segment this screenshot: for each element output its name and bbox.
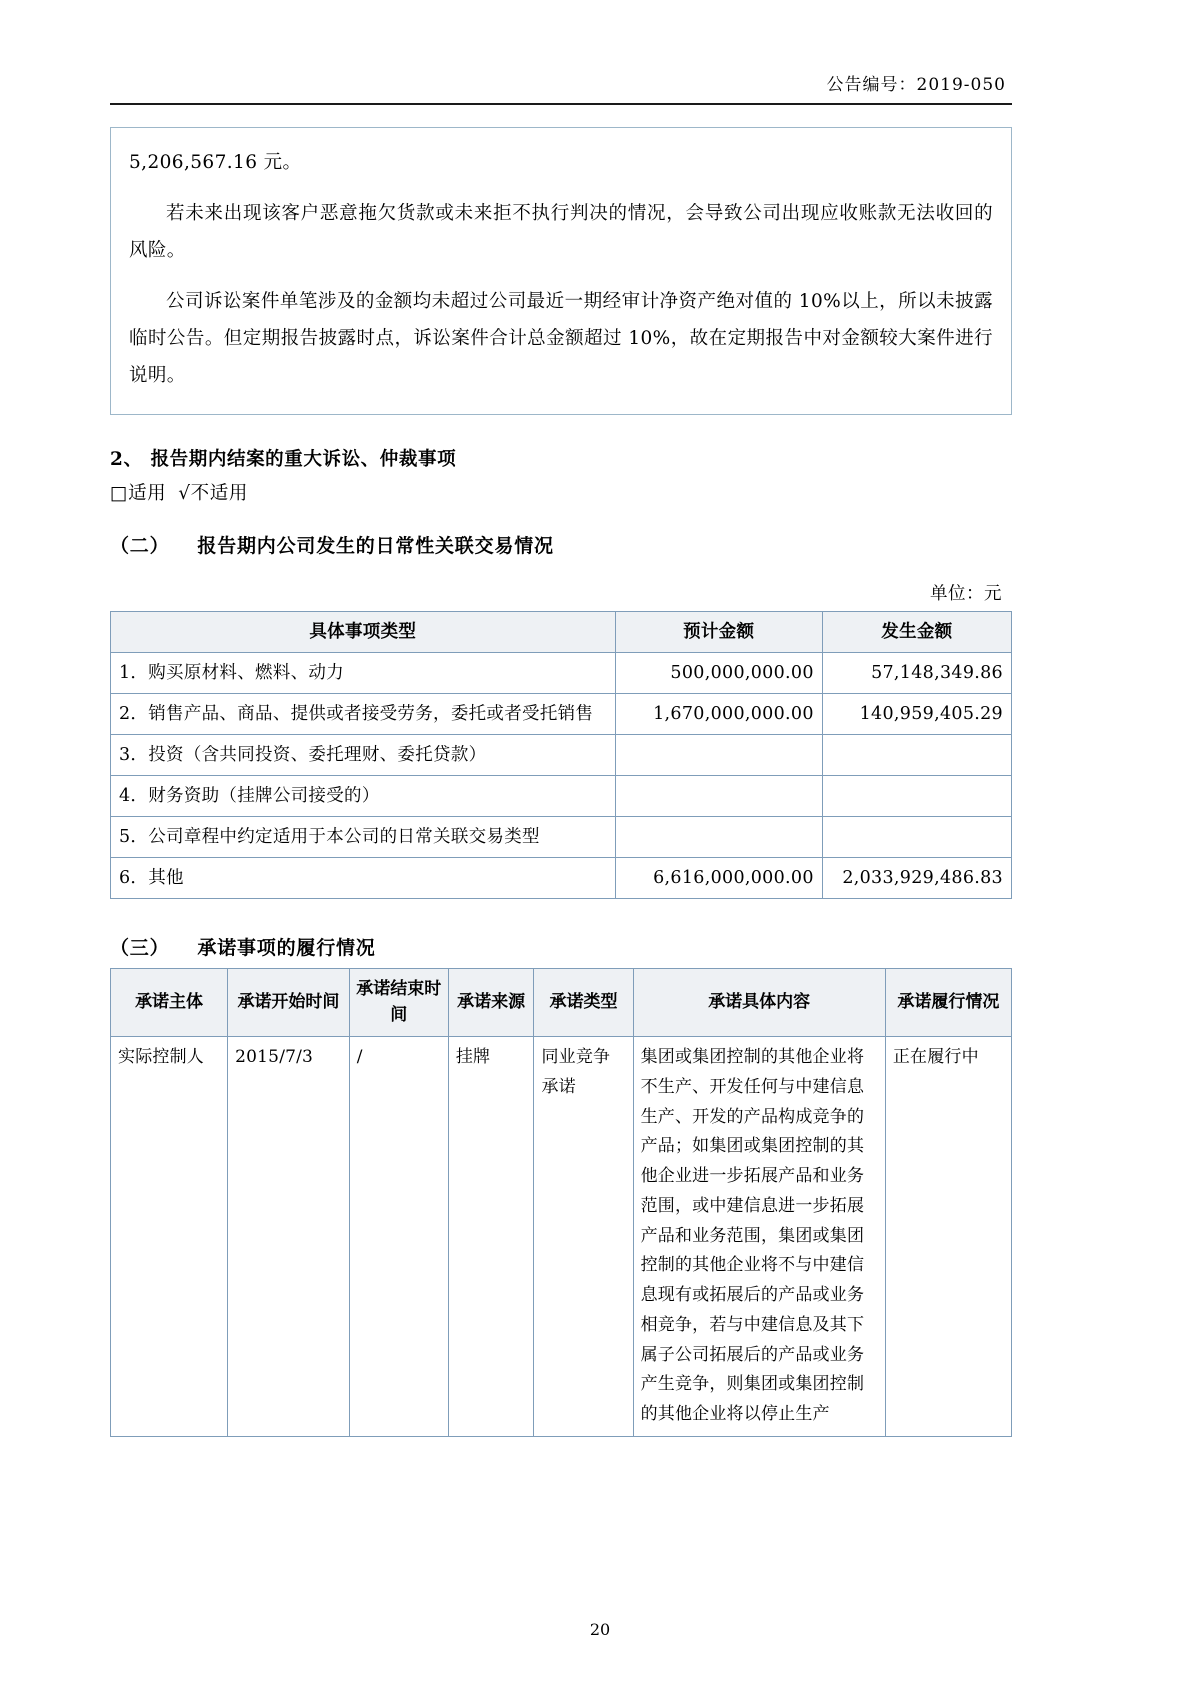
section-2-number: 2、: [110, 449, 143, 470]
announcement-number: 公告编号：2019-050: [826, 75, 1006, 95]
commitment-header-row: [111, 969, 1012, 1037]
table-row: [111, 817, 1012, 858]
quote-box: [110, 127, 1012, 415]
page-number: 20: [589, 1620, 611, 1639]
table-row: [111, 653, 1012, 694]
cell-item: 6．其他: [111, 858, 616, 899]
cell-type: 同业竞争承诺: [534, 1037, 633, 1437]
col-header-start: 承诺开始时间: [228, 969, 350, 1037]
col-header-status: 承诺履行情况: [885, 969, 1011, 1037]
table-row: [111, 735, 1012, 776]
cell-item: 3．投资（含共同投资、委托理财、委托贷款）: [111, 735, 616, 776]
cell-item: 1．购买原材料、燃料、动力: [111, 653, 616, 694]
col-header-actual: 发生金额: [822, 612, 1011, 653]
col-header-source: 承诺来源: [448, 969, 534, 1037]
commitment-row: [111, 1037, 1012, 1437]
section-three-heading: [110, 933, 1010, 960]
cell-item: 4．财务资助（挂牌公司接受的）: [111, 776, 616, 817]
col-header-type: 承诺类型: [534, 969, 633, 1037]
cell-actual: 57,148,349.86: [822, 653, 1011, 694]
cell-source: 挂牌: [448, 1037, 534, 1437]
quote-line-2: 若未来出现该客户恶意拖欠货款或未来拒不执行判决的情况，会导致公司出现应收账款无法收回的风险。: [129, 203, 993, 261]
cell-actual: [822, 776, 1011, 817]
cell-actual: 140,959,405.29: [822, 694, 1011, 735]
cell-start-date: 2015/7/3: [228, 1037, 350, 1437]
section-two-heading: [110, 531, 1010, 558]
quote-line-3: 公司诉讼案件单笔涉及的金额均未超过公司最近一期经审计净资产绝对值的 10%以上，所以未披露临时公告。但定期报告披露时点，诉讼案件合计总金额超过 10%，故在定期报告中对金额较大案件进行说明。: [129, 291, 993, 386]
cell-item: 2．销售产品、商品、提供或者接受劳务，委托或者受托销售: [111, 694, 616, 735]
cell-actual: [822, 817, 1011, 858]
table-row: [111, 694, 1012, 735]
table-header-row: [111, 612, 1012, 653]
unit-label: 单位：元: [930, 584, 1002, 604]
table-row: [111, 776, 1012, 817]
cell-actual: [822, 735, 1011, 776]
commitment-table: [110, 968, 1012, 1437]
cell-end-date: /: [349, 1037, 448, 1437]
option-not-applicable[interactable]: √不适用: [178, 483, 248, 504]
col-header-expected: 预计金额: [615, 612, 822, 653]
page-content: [110, 70, 1010, 1437]
section-two-title: 报告期内公司发生的日常性关联交易情况: [197, 535, 554, 557]
col-header-end: 承诺结束时间: [349, 969, 448, 1037]
section-2-title: 报告期内结案的重大诉讼、仲裁事项: [150, 449, 457, 470]
section-2-heading: [110, 445, 1010, 471]
quote-line-1: 5,206,567.16 元。: [129, 152, 302, 173]
cell-expected: [615, 776, 822, 817]
cell-expected: 500,000,000.00: [615, 653, 822, 694]
header-divider: [110, 103, 1012, 105]
related-party-transactions-table: [110, 611, 1012, 899]
section-two-label: （二）: [110, 535, 170, 557]
table-row: [111, 858, 1012, 899]
option-applicable[interactable]: □适用: [110, 483, 167, 504]
cell-expected: [615, 735, 822, 776]
cell-expected: [615, 817, 822, 858]
cell-item: 5．公司章程中约定适用于本公司的日常关联交易类型: [111, 817, 616, 858]
cell-subject: 实际控制人: [111, 1037, 228, 1437]
section-three-title: 承诺事项的履行情况: [197, 937, 376, 959]
cell-expected: 1,670,000,000.00: [615, 694, 822, 735]
col-header-content: 承诺具体内容: [633, 969, 885, 1037]
section-three-label: （三）: [110, 937, 170, 959]
col-header-item: 具体事项类型: [111, 612, 616, 653]
cell-status: 正在履行中: [885, 1037, 1011, 1437]
cell-actual: 2,033,929,486.83: [822, 858, 1011, 899]
cell-content: 集团或集团控制的其他企业将不生产、开发任何与中建信息生产、开发的产品构成竞争的产品；如集团或集团控制的其他企业进一步拓展产品和业务范围，或中建信息进一步拓展产品和业务范围，集团或集团控制的其他企业将不与中建信息现有或拓展后的产品或业务相竞争，若与中建信息及其下属子公司拓展后的产品或业务产生竞争，则集团或集团控制的其他企业将以停止生产: [633, 1037, 885, 1437]
col-header-subject: 承诺主体: [111, 969, 228, 1037]
cell-expected: 6,616,000,000.00: [615, 858, 822, 899]
section-2-options: [110, 479, 1010, 505]
